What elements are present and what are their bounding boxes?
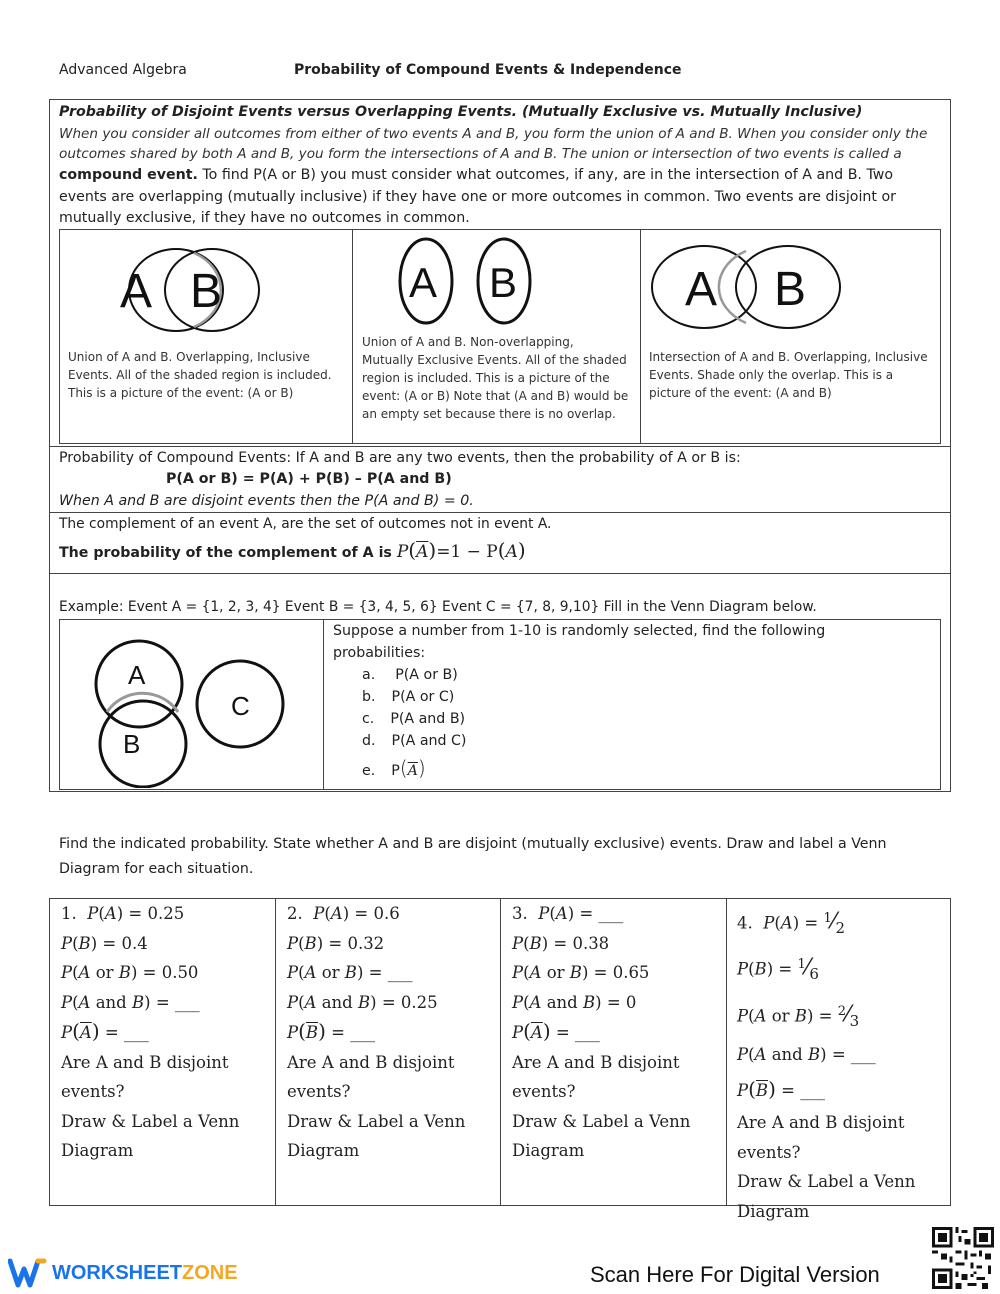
scan-text: Scan Here For Digital Version — [590, 1262, 880, 1287]
caption-line: Events. All of the shaded region is included. — [68, 368, 332, 382]
label-a: A — [120, 265, 153, 318]
question-line: Are A and B disjoint — [737, 1113, 905, 1133]
qr-code-icon — [932, 1227, 994, 1289]
panel-1-caption — [68, 348, 332, 402]
label-a: A — [128, 660, 146, 690]
caption-line: This is a picture of the event: (A or B) — [68, 386, 294, 400]
example-item-d: d. P(A and C) — [362, 733, 467, 749]
example-venn — [60, 620, 322, 788]
question-line: Are A and B disjoint — [512, 1052, 680, 1072]
complement-label: The probability of the complement of A is — [59, 545, 397, 561]
instructions-line-2: Diagram for each situation. — [59, 861, 254, 877]
a-bar: $\overline{A}$ — [416, 542, 429, 562]
caption-line: region is included. This is a picture of the — [362, 371, 610, 385]
question-line: events? — [737, 1142, 801, 1162]
intro-line-4: events are overlapping (mutually inclusive) if they have one or more outcomes in common. Two events are disjoint or — [59, 189, 896, 205]
col-divider — [275, 898, 276, 1206]
brand-logo[interactable] — [8, 1257, 238, 1289]
question-line: Draw & Label a Venn — [737, 1172, 916, 1192]
label-b: B — [774, 263, 807, 316]
problem-3: 3. P(A) = ___ P(B) = 0.38 P(A or B) = 0.65 P(A and B) = 0 $P(\overline{A})$ = ___ Are A and B disjoint events? Draw & Label a Venn Diagram — [512, 898, 690, 1206]
a-var: A — [505, 542, 518, 562]
intro-line-1: When you consider all outcomes from either of two events A and B, you form the union of A and B. When you consider only the — [59, 126, 928, 142]
intro-heading: Probability of Disjoint Events versus Overlapping Events. (Mutually Exclusive vs. Mutually Inclusive) — [59, 104, 863, 120]
question-line: Are A and B disjoint — [287, 1052, 455, 1072]
caption-line: Union of A and B. Overlapping, Inclusive — [68, 350, 310, 364]
question-line: Diagram — [512, 1141, 585, 1160]
label-a: A — [685, 263, 718, 316]
complement-def: The complement of an event A, are the set of outcomes not in event A. — [59, 516, 552, 532]
caption-line: Events. Shade only the overlap. This is a — [649, 368, 894, 382]
example-item-a: a. P(A or B) — [362, 667, 458, 683]
question-line: Diagram — [61, 1141, 134, 1160]
example-prompt-2: probabilities: — [333, 645, 426, 661]
divider — [49, 446, 951, 447]
course-name: Advanced Algebra — [59, 62, 187, 78]
caption-line: Mutually Exclusive Events. All of the shaded — [362, 353, 627, 367]
compound-def: Probability of Compound Events: If A and B are any two events, then the probability of A or B is: — [59, 450, 741, 466]
example-line: Example: Event A = {1, 2, 3, 4} Event B = {3, 4, 5, 6} Event C = {7, 8, 9,10} Fill in the Venn Diagram below. — [59, 599, 817, 615]
question-line: Draw & Label a Venn — [512, 1111, 691, 1131]
problem-2: 2. P(A) = 0.6 P(B) = 0.32 P(A or B) = ___ P(A and B) = 0.25 $P(\overline{B})$ = ___ Are A and B disjoint events? Draw & Label a Venn Diagram — [287, 898, 465, 1206]
circle-b — [100, 701, 186, 787]
complement-formula: $P(\overline{A})=1 - P(A)$ — [396, 538, 526, 562]
problem-1: 1. P(A) = 0.25 P(B) = 0.4 P(A or B) = 0.50 P(A and B) = ___ $P(\overline{A})$ = ___ Are A and B disjoint events? Draw & Label a Venn Diagram — [61, 898, 239, 1206]
worksheetzone-logo-icon — [8, 1257, 48, 1289]
problem-4: 4. $P(A) = ^1⁄_2$ $P(B) = ^1⁄_6$ P(A or $B) = ^2⁄_3$ P(A and B) = ___ $P(\overline{B})$ = ___ Are A and B disjoint events? Draw & Label a Venn Diagram — [737, 898, 915, 1206]
label-b: B — [190, 265, 223, 318]
brand-accent: ZONE — [182, 1261, 238, 1284]
one-minus-p: =1 − P — [436, 542, 498, 562]
question-line: Are A and B disjoint — [61, 1052, 229, 1072]
overlap-arc — [719, 251, 746, 323]
question-line: events? — [512, 1082, 576, 1101]
instructions-line-1: Find the indicated probability. State whether A and B are disjoint (mutually exclusive) events. Draw and label a Venn — [59, 836, 887, 852]
compound-note: When A and B are disjoint events then the P(A and B) = 0. — [59, 493, 474, 509]
example-divider — [323, 619, 324, 790]
caption-line: picture of the event: (A and B) — [649, 386, 832, 400]
caption-line: event: (A or B) Note that (A and B) would be — [362, 389, 629, 403]
caption-line: an empty set because there is no overlap. — [362, 407, 616, 421]
question-line: Draw & Label a Venn — [61, 1111, 240, 1131]
compound-event-term: compound event. — [59, 167, 198, 183]
question-line: Diagram — [737, 1201, 810, 1221]
complement-formula-line — [59, 540, 526, 564]
label-c: C — [231, 691, 250, 721]
caption-line: Union of A and B. Non-overlapping, — [362, 335, 574, 349]
intro-line-2: outcomes shared by both A and B, you form the intersections of A and B. The union or intersection of two events is called a — [59, 146, 902, 162]
question-line: Draw & Label a Venn — [287, 1111, 466, 1131]
question-line: Diagram — [287, 1141, 360, 1160]
example-item-b: b. P(A or C) — [362, 689, 455, 705]
divider — [49, 573, 951, 574]
venn-union-overlap — [60, 235, 352, 340]
intro-line-3-rest: To find P(A or B) you must consider what outcomes, if any, are in the intersection of A and B. Two — [197, 167, 894, 183]
p-symbol: P — [396, 542, 409, 562]
label-b: B — [489, 259, 518, 306]
divider — [49, 512, 951, 513]
qr-code[interactable] — [932, 1227, 994, 1289]
label-b: B — [123, 729, 141, 759]
label-a: A — [409, 259, 438, 306]
example-prompt-1: Suppose a number from 1-10 is randomly selected, find the following — [333, 623, 826, 639]
compound-formula: P(A or B) = P(A) + P(B) – P(A and B) — [166, 471, 452, 487]
col-divider — [726, 898, 727, 1206]
intro-line-3 — [59, 165, 893, 186]
brand-name: WORKSHEET — [52, 1261, 182, 1284]
panel-3-caption — [649, 348, 928, 402]
col-divider — [500, 898, 501, 1206]
example-item-e: e. $P(\overline{A})$ — [362, 756, 426, 780]
worksheet-title: Probability of Compound Events & Independence — [294, 62, 682, 78]
question-line: events? — [287, 1082, 351, 1101]
venn-union-disjoint — [353, 233, 640, 333]
example-item-c: c. P(A and B) — [362, 711, 466, 727]
intro-line-5: mutually exclusive, if they have no outcomes in common. — [59, 210, 470, 226]
venn-intersection — [641, 235, 941, 340]
panel-2-caption — [362, 333, 628, 423]
caption-line: Intersection of A and B. Overlapping, Inclusive — [649, 350, 928, 364]
question-line: events? — [61, 1082, 125, 1101]
